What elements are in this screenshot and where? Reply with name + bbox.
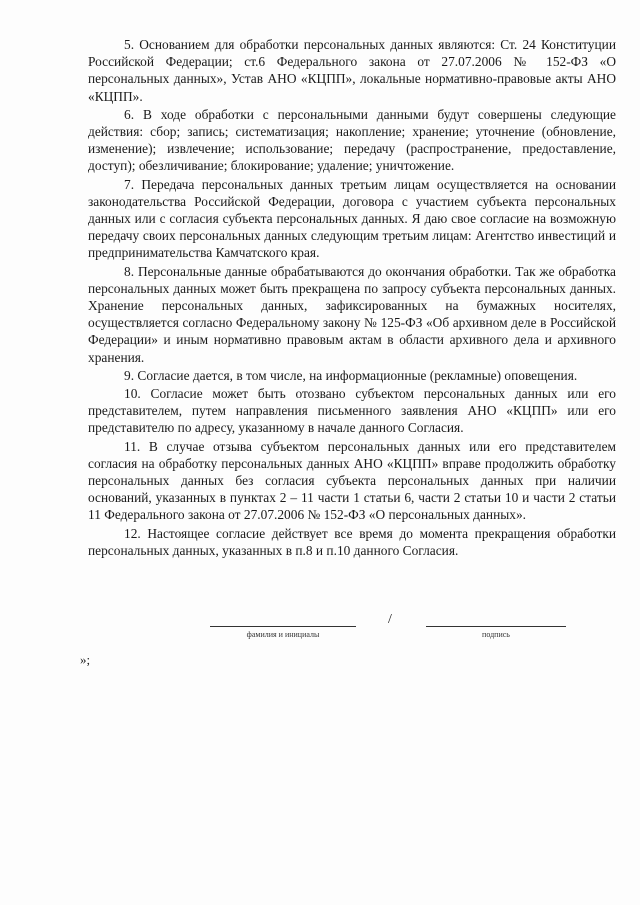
name-caption: фамилия и инициалы [246, 630, 320, 639]
closing-quote: »; [80, 652, 91, 667]
signature-separator: / [388, 612, 392, 627]
paragraph-11: 11. В случае отзыва субъектом персональных данных или его представителем согласия на обработку персональных данных АНО «КЦПП» вправе продолжить обработку персональных данных без согласия субъекта персональных данных при наличии оснований, указанных в пунктах 2 – 11 части 1 статьи 6, части 2 статьи 10 и части 2 статьи 11 Федерального закона от 27.07.2006 № 152-ФЗ «О персональных данных». [88, 438, 616, 523]
paragraph-12: 12. Настоящее согласие действует все время до момента прекращения обработки персональных данных, указанных в п.8 и п.10 данного Согласия. [88, 525, 616, 558]
paragraph-10: 10. Согласие может быть отозвано субъектом персональных данных или его представителем, путем направления письменного заявления АНО «КЦПП» или его представителю по адресу, указанному в начале данного Согласия. [88, 386, 616, 436]
signature-underline [426, 626, 566, 627]
signature-field [426, 626, 566, 639]
signature-caption: подпись [482, 630, 510, 639]
name-underline [210, 626, 356, 627]
paragraph-9: 9. Согласие дается, в том числе, на информационные (рекламные) оповещения. [124, 367, 578, 383]
paragraph-6: 6. В ходе обработки с персональными данными будут совершены следующие действия: сбор; запись; систематизация; накопление; хранение; уточнение (обновление, изменение); извлечение; использование; передачу (распространение, предоставление, доступ); обезличивание; блокирование; удаление; уничтожение. [88, 106, 616, 174]
name-signature-field [210, 626, 356, 639]
paragraph-5: 5. Основанием для обработки персональных данных являются: Ст. 24 Конституции Российской Федерации; ст.6 Федерального закона от 27.07.2006 № 152-ФЗ «О персональных данных», Устав АНО «КЦПП», локальные нормативно-правовые акты АНО «КЦПП». [88, 37, 616, 104]
paragraph-8: 8. Персональные данные обрабатываются до окончания обработки. Так же обработка персональных данных может быть прекращена по запросу субъекта персональных данных. Хранение персональных данных, зафиксированных на бумажных носителях, осуществляется согласно Федеральному закону № 125-ФЗ «Об архивном деле в Российской Федерации» и иным нормативно правовым актам в области архивного дела и архивного хранения. [88, 263, 616, 365]
paragraph-7: 7. Передача персональных данных третьим лицам осуществляется на основании законодательства Российской Федерации, договора с участием субъекта персональных данных или с согласия субъекта персональных данных. Я даю свое согласие на возможную передачу своих персональных данных следующим третьим лицам: Агентство инвестиций и предпринимательства Камчатского края. [88, 176, 616, 261]
document-body [88, 36, 616, 560]
